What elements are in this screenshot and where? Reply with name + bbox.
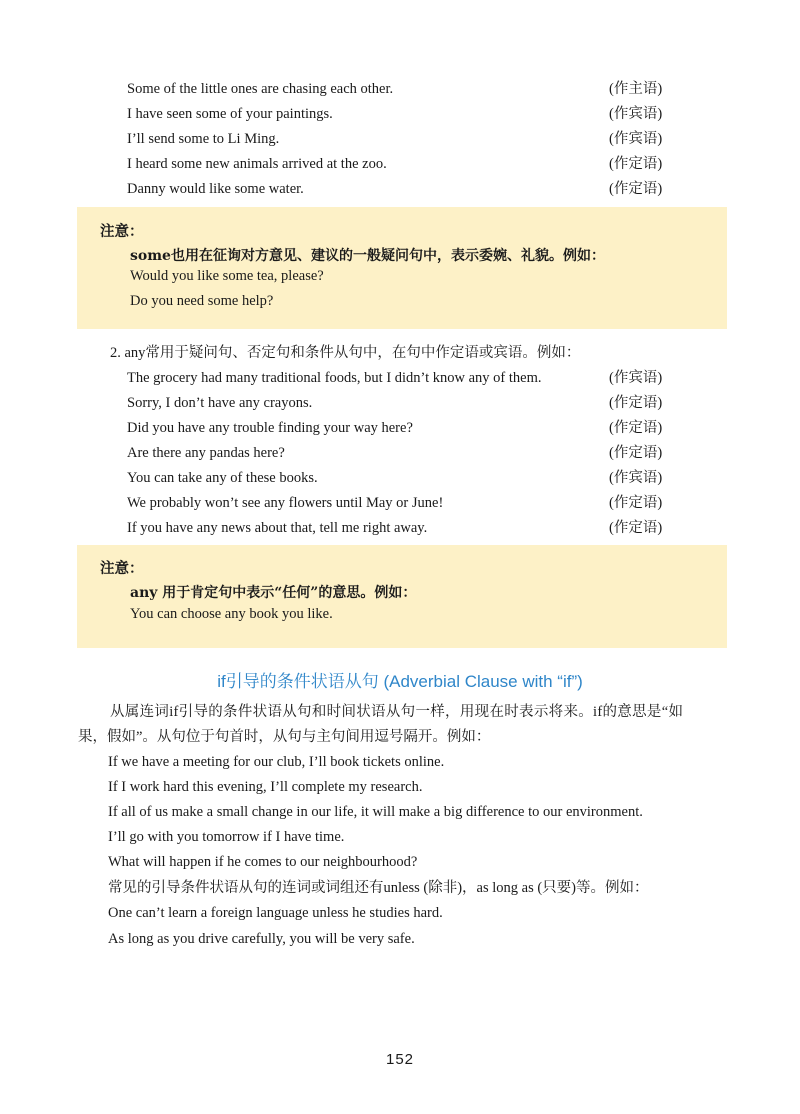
example-sentence: Some of the little ones are chasing each other. [127, 81, 394, 97]
note-text: any 用于肯定句中表示“任何”的意思。例如： [130, 585, 417, 601]
intro-line: 从属连词if引导的条件状语从句和时间状语从句一样，用现在时表示将来。if的意思是“如 [110, 704, 684, 720]
example-row [127, 179, 667, 199]
example-row [127, 129, 667, 149]
example-row [127, 468, 667, 488]
note-heading: 注意： [100, 561, 144, 577]
if-example: If we have a meeting for our club, I’ll book tickets online. [108, 754, 445, 770]
example-sentence: We probably won’t see any flowers until May or June! [127, 495, 444, 511]
grammar-role: (作定语) [609, 156, 663, 172]
example-sentence: I’ll send some to Li Ming. [127, 131, 280, 147]
example-sentence: Are there any pandas here? [127, 445, 285, 461]
example-sentence: Danny would like some water. [127, 181, 304, 197]
grammar-role: (作定语) [609, 445, 663, 461]
example-row [127, 493, 667, 513]
if-example: If all of us make a small change in our life, it will make a big difference to our environment. [108, 804, 643, 820]
example-row [127, 368, 667, 388]
grammar-role: (作定语) [609, 181, 663, 197]
example-sentence: You can take any of these books. [127, 470, 318, 486]
conjunction-note: 常见的引导条件状语从句的连词或词组还有unless (除非)，as long as (只要)等。例如： [108, 880, 649, 896]
note-example: Would you like some tea, please? [130, 268, 324, 284]
note-example: Do you need some help? [130, 293, 274, 309]
note-text: some也用在征询对方意见、建议的一般疑问句中，表示委婉、礼貌。例如： [130, 248, 605, 264]
example-sentence: I have seen some of your paintings. [127, 106, 333, 122]
grammar-role: (作宾语) [609, 106, 663, 122]
grammar-role: (作定语) [609, 420, 663, 436]
example-row [127, 418, 667, 438]
grammar-role: (作主语) [609, 81, 663, 97]
example-sentence: Sorry, I don’t have any crayons. [127, 395, 313, 411]
grammar-role: (作定语) [609, 520, 663, 536]
note-box [77, 207, 727, 329]
example-sentence: If you have any news about that, tell me right away. [127, 520, 428, 536]
if-example: If I work hard this evening, I’ll complete my research. [108, 779, 423, 795]
example-sentence: The grocery had many traditional foods, but I didn’t know any of them. [127, 370, 542, 386]
grammar-role: (作宾语) [609, 470, 663, 486]
note-box [77, 545, 727, 648]
intro-line: 果，假如”。从句位于句首时，从句与主句间用逗号隔开。例如： [78, 729, 491, 745]
note-heading: 注意： [100, 224, 144, 240]
page-number: 152 [385, 1051, 415, 1068]
example-row [127, 154, 667, 174]
grammar-role: (作宾语) [609, 370, 663, 386]
example-row [127, 104, 667, 124]
conjunction-example: One can’t learn a foreign language unless he studies hard. [108, 905, 443, 921]
example-sentence: I heard some new animals arrived at the zoo. [127, 156, 387, 172]
any-intro: 2. any常用于疑问句、否定句和条件从句中，在句中作定语或宾语。例如： [110, 345, 581, 361]
if-example: What will happen if he comes to our neighbourhood? [108, 854, 418, 870]
example-row [127, 443, 667, 463]
grammar-role: (作定语) [609, 495, 663, 511]
if-example: I’ll go with you tomorrow if I have time. [108, 829, 345, 845]
example-sentence: Did you have any trouble finding your way here? [127, 420, 413, 436]
example-row [127, 393, 667, 413]
example-row [127, 79, 667, 99]
grammar-role: (作宾语) [609, 131, 663, 147]
note-example: You can choose any book you like. [130, 606, 333, 622]
conjunction-example: As long as you drive carefully, you will be very safe. [108, 931, 415, 947]
example-row [127, 518, 667, 538]
section-title: if引导的条件状语从句 (Adverbial Clause with “if”) [217, 672, 583, 691]
grammar-role: (作定语) [609, 395, 663, 411]
